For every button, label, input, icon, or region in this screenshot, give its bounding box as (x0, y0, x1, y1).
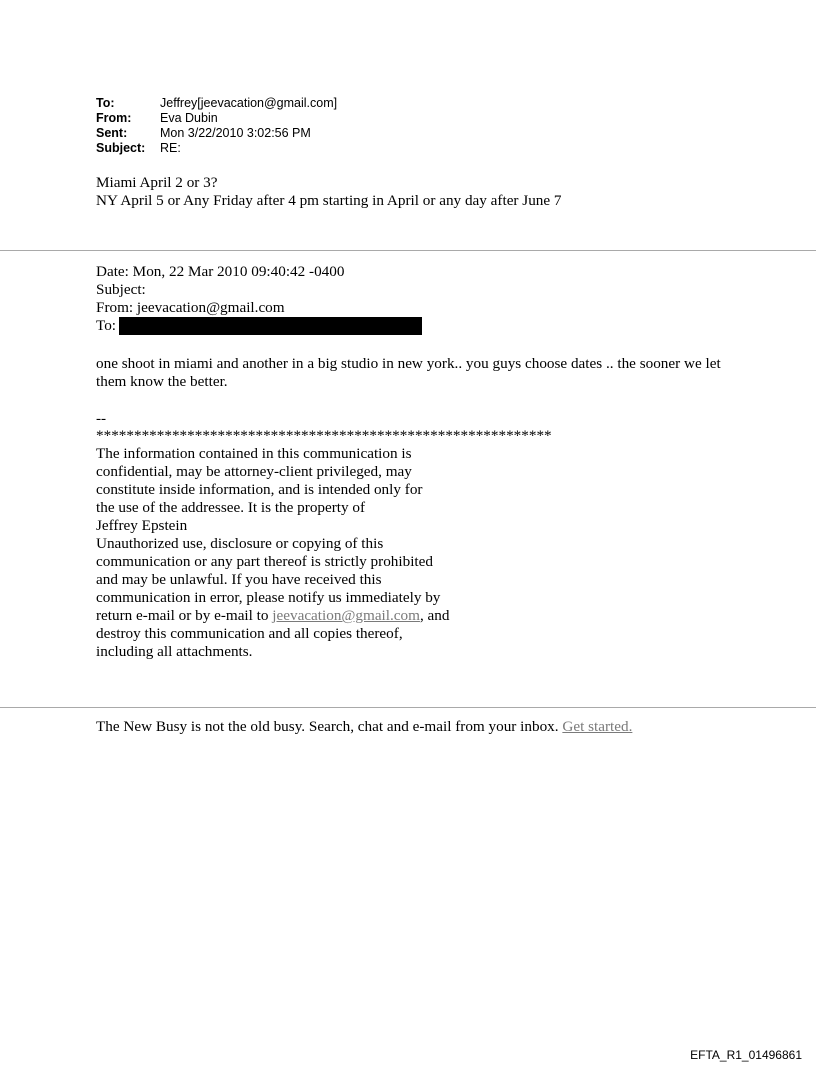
disclaimer-line: The information contained in this communication is (96, 445, 412, 462)
header-to-row (96, 96, 337, 111)
header-sent-row (96, 126, 337, 141)
header-to-value: Jeffrey[jeevacation@gmail.com] (160, 96, 338, 110)
disclaimer-line: Unauthorized use, disclosure or copying of this (96, 535, 384, 552)
header-from-row (96, 111, 337, 126)
disclaimer-line: constitute inside information, and is intended only for (96, 481, 423, 498)
disclaimer-line: communication or any part thereof is strictly prohibited (96, 553, 433, 570)
disclaimer-line: destroy this communication and all copies thereof, (96, 625, 403, 642)
disclaimer-text: , and (419, 607, 450, 624)
header-from-value: Eva Dubin (160, 111, 218, 125)
separator-bottom (0, 707, 816, 708)
disclaimer-line: the use of the addressee. It is the property of (96, 499, 366, 516)
original-date: Date: Mon, 22 Mar 2010 09:40:42 -0400 (96, 263, 345, 280)
confidentiality-disclaimer (96, 445, 449, 661)
original-message-body: one shoot in miami and another in a big studio in new york.. you guys choose dates .. the sooner we let them know the better. (96, 355, 721, 390)
disclaimer-line: Jeffrey Epstein (96, 517, 188, 534)
original-subject: Subject: (96, 281, 146, 298)
original-message-header (96, 263, 422, 335)
header-from-label: From: (96, 111, 132, 125)
original-from: From: jeevacation@gmail.com (96, 299, 285, 316)
reply-line-2: NY April 5 or Any Friday after 4 pm starting in April or any day after June 7 (96, 192, 562, 209)
signature-dash: -- (96, 410, 107, 427)
get-started-link[interactable]: Get started. (562, 718, 633, 735)
disclaimer-line: communication in error, please notify us immediately by (96, 589, 441, 606)
signature-stars: ************************************************************ (96, 427, 552, 444)
disclaimer-line: confidential, may be attorney-client privileged, may (96, 463, 412, 480)
reply-body (96, 174, 562, 210)
promo-text: The New Busy is not the old busy. Search, chat and e-mail from your inbox. (96, 718, 563, 735)
header-subject-label: Subject: (96, 141, 146, 155)
email-header (96, 96, 337, 156)
disclaimer-text: return e-mail or by e-mail to (96, 607, 273, 624)
disclaimer-line: and may be unlawful. If you have received this (96, 571, 382, 588)
header-sent-value: Mon 3/22/2010 3:02:56 PM (160, 126, 311, 140)
original-to-label: To: (96, 317, 117, 334)
original-to-row (96, 317, 422, 335)
header-subject-value: RE: (160, 141, 181, 155)
header-sent-label: Sent: (96, 126, 128, 140)
separator-top (0, 250, 816, 251)
disclaimer-line-with-link (96, 607, 449, 625)
header-subject-row (96, 141, 337, 156)
disclaimer-line: including all attachments. (96, 643, 253, 660)
bates-number: EFTA_R1_01496861 (690, 1048, 802, 1062)
promo-footer (96, 718, 632, 736)
reply-line-1: Miami April 2 or 3? (96, 174, 218, 191)
header-to-label: To: (96, 96, 115, 110)
email-link[interactable]: jeevacation@gmail.com (272, 607, 420, 624)
redaction-bar (119, 317, 422, 335)
